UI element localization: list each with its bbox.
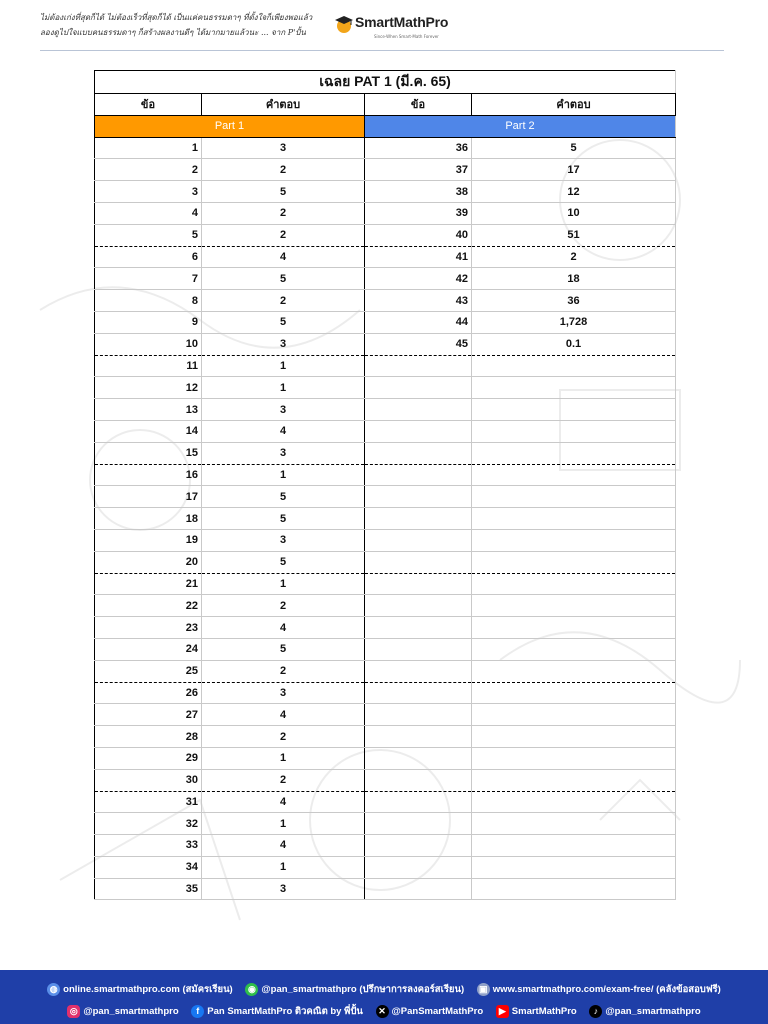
answer-part2: 2 bbox=[472, 246, 676, 268]
table-row bbox=[95, 137, 676, 159]
item-number-part2 bbox=[365, 726, 472, 748]
item-number-part1: 16 bbox=[95, 464, 202, 486]
answer-part1: 3 bbox=[202, 878, 365, 900]
answer-part2 bbox=[472, 420, 676, 442]
answer-part2 bbox=[472, 856, 676, 878]
item-number-part2 bbox=[365, 617, 472, 639]
footer-facebook-link[interactable]: f Pan SmartMathPro ติวคณิต by พี่ปั้น bbox=[191, 1004, 363, 1019]
item-number-part1: 18 bbox=[95, 508, 202, 530]
answer-part2 bbox=[472, 638, 676, 660]
answer-part1: 1 bbox=[202, 464, 365, 486]
item-number-part2 bbox=[365, 856, 472, 878]
answer-part2 bbox=[472, 573, 676, 595]
answer-part1: 4 bbox=[202, 246, 365, 268]
x-icon: ✕ bbox=[376, 1005, 389, 1018]
item-number-part1: 1 bbox=[95, 137, 202, 159]
answer-part2: 36 bbox=[472, 290, 676, 312]
item-number-part2 bbox=[365, 682, 472, 704]
table-row bbox=[95, 856, 676, 878]
table-title: เฉลย PAT 1 (มี.ค. 65) bbox=[95, 71, 676, 94]
item-number-part2 bbox=[365, 486, 472, 508]
item-number-part2: 36 bbox=[365, 137, 472, 159]
item-number-part1: 22 bbox=[95, 595, 202, 617]
item-number-part1: 24 bbox=[95, 638, 202, 660]
answer-part2 bbox=[472, 726, 676, 748]
answer-part2 bbox=[472, 747, 676, 769]
col-header-answer-part1: คำตอบ bbox=[202, 94, 365, 116]
answer-part1: 2 bbox=[202, 159, 365, 181]
answer-part2 bbox=[472, 551, 676, 573]
item-number-part1: 4 bbox=[95, 202, 202, 224]
item-number-part2: 42 bbox=[365, 268, 472, 290]
answer-part1: 4 bbox=[202, 704, 365, 726]
answer-part1: 2 bbox=[202, 769, 365, 791]
item-number-part2 bbox=[365, 355, 472, 377]
table-row bbox=[95, 878, 676, 900]
table-row bbox=[95, 202, 676, 224]
answer-part1: 5 bbox=[202, 486, 365, 508]
item-number-part2 bbox=[365, 399, 472, 421]
answer-part1: 3 bbox=[202, 529, 365, 551]
item-number-part1: 2 bbox=[95, 159, 202, 181]
item-number-part1: 26 bbox=[95, 682, 202, 704]
table-row bbox=[95, 508, 676, 530]
answer-part2 bbox=[472, 835, 676, 857]
item-number-part2: 38 bbox=[365, 181, 472, 203]
footer-exam-link[interactable]: ▣ www.smartmathpro.com/exam-free/ (คลังข้อสอบฟรี) bbox=[477, 982, 721, 997]
table-row bbox=[95, 704, 676, 726]
item-number-part2 bbox=[365, 595, 472, 617]
answer-part1: 5 bbox=[202, 268, 365, 290]
footer-web-link[interactable]: ◍ online.smartmathpro.com (สมัครเรียน) bbox=[47, 982, 233, 997]
answer-part1: 2 bbox=[202, 595, 365, 617]
footer-tiktok-link[interactable]: ♪ @pan_smartmathpro bbox=[589, 1005, 700, 1018]
item-number-part1: 30 bbox=[95, 769, 202, 791]
header-divider bbox=[40, 50, 724, 51]
table-row bbox=[95, 660, 676, 682]
answer-part1: 3 bbox=[202, 682, 365, 704]
answer-part1: 4 bbox=[202, 617, 365, 639]
table-row bbox=[95, 769, 676, 791]
item-number-part2 bbox=[365, 878, 472, 900]
footer-bar bbox=[0, 970, 768, 1024]
answer-part2 bbox=[472, 791, 676, 813]
table-row bbox=[95, 420, 676, 442]
table-row bbox=[95, 813, 676, 835]
youtube-icon: ▶ bbox=[496, 1005, 509, 1018]
table-row bbox=[95, 159, 676, 181]
answer-part1: 3 bbox=[202, 137, 365, 159]
table-row bbox=[95, 355, 676, 377]
answer-part2 bbox=[472, 595, 676, 617]
item-number-part2 bbox=[365, 551, 472, 573]
answer-part1: 1 bbox=[202, 813, 365, 835]
motto-line-2: ลองดูไปใจแบบคนธรรมดาๆ ก็สร้างผลงานดีๆ ได้มากมายแล้วนะ ... จาก P'ปั้น bbox=[40, 28, 306, 37]
logo-tagline: Since-When Smart-Math Forever bbox=[374, 34, 439, 39]
footer-row-1 bbox=[0, 982, 768, 997]
answer-part2 bbox=[472, 529, 676, 551]
table-row bbox=[95, 311, 676, 333]
answer-part2: 5 bbox=[472, 137, 676, 159]
footer-x-link[interactable]: ✕ @PanSmartMathPro bbox=[376, 1005, 484, 1018]
table-row bbox=[95, 529, 676, 551]
answer-part2 bbox=[472, 486, 676, 508]
item-number-part1: 9 bbox=[95, 311, 202, 333]
item-number-part1: 3 bbox=[95, 181, 202, 203]
table-row bbox=[95, 464, 676, 486]
answer-part1: 5 bbox=[202, 311, 365, 333]
answer-part2 bbox=[472, 704, 676, 726]
item-number-part2 bbox=[365, 442, 472, 464]
table-row bbox=[95, 377, 676, 399]
item-number-part1: 17 bbox=[95, 486, 202, 508]
item-number-part2: 39 bbox=[365, 202, 472, 224]
answer-part1: 2 bbox=[202, 224, 365, 246]
item-number-part1: 25 bbox=[95, 660, 202, 682]
table-row bbox=[95, 835, 676, 857]
item-number-part1: 29 bbox=[95, 747, 202, 769]
item-number-part2 bbox=[365, 769, 472, 791]
answer-part2: 10 bbox=[472, 202, 676, 224]
table-row bbox=[95, 224, 676, 246]
answer-part1: 4 bbox=[202, 791, 365, 813]
answer-part1: 4 bbox=[202, 835, 365, 857]
answer-part1: 5 bbox=[202, 638, 365, 660]
item-number-part1: 27 bbox=[95, 704, 202, 726]
table-row bbox=[95, 573, 676, 595]
item-number-part2 bbox=[365, 660, 472, 682]
item-number-part1: 21 bbox=[95, 573, 202, 595]
answer-part1: 2 bbox=[202, 726, 365, 748]
answer-part2: 0.1 bbox=[472, 333, 676, 355]
table-row bbox=[95, 747, 676, 769]
motto-line-1: ไม่ต้องเก่งที่สุดก็ได้ ไม่ต้องเร็วที่สุดก็ได้ เป็นแค่คนธรรมดาๆ ที่ตั้งใจก็เพียงพอแล้ว bbox=[40, 13, 313, 22]
item-number-part2 bbox=[365, 813, 472, 835]
footer-instagram-link[interactable]: ◎ @pan_smartmathpro bbox=[67, 1005, 178, 1018]
table-row bbox=[95, 399, 676, 421]
answer-part1: 4 bbox=[202, 420, 365, 442]
answer-part2 bbox=[472, 377, 676, 399]
answer-part2 bbox=[472, 660, 676, 682]
item-number-part2 bbox=[365, 747, 472, 769]
answer-part2 bbox=[472, 508, 676, 530]
answer-part1: 5 bbox=[202, 551, 365, 573]
item-number-part1: 28 bbox=[95, 726, 202, 748]
facebook-icon: f bbox=[191, 1005, 204, 1018]
item-number-part1: 7 bbox=[95, 268, 202, 290]
item-number-part1: 6 bbox=[95, 246, 202, 268]
item-number-part2: 43 bbox=[365, 290, 472, 312]
col-header-item-part2: ข้อ bbox=[365, 94, 472, 116]
item-number-part1: 15 bbox=[95, 442, 202, 464]
answer-part2 bbox=[472, 617, 676, 639]
item-number-part2: 41 bbox=[365, 246, 472, 268]
answer-table bbox=[94, 70, 676, 900]
answer-part2 bbox=[472, 769, 676, 791]
answer-part1: 1 bbox=[202, 355, 365, 377]
line-icon: ◉ bbox=[245, 983, 258, 996]
motto-text bbox=[40, 10, 340, 40]
item-number-part1: 5 bbox=[95, 224, 202, 246]
item-number-part1: 14 bbox=[95, 420, 202, 442]
footer-row-2 bbox=[0, 1004, 768, 1019]
item-number-part1: 12 bbox=[95, 377, 202, 399]
item-number-part2 bbox=[365, 791, 472, 813]
table-row bbox=[95, 290, 676, 312]
answer-part1: 3 bbox=[202, 333, 365, 355]
answer-part2 bbox=[472, 464, 676, 486]
item-number-part2 bbox=[365, 464, 472, 486]
answer-part1: 2 bbox=[202, 202, 365, 224]
item-number-part2: 45 bbox=[365, 333, 472, 355]
item-number-part2 bbox=[365, 835, 472, 857]
item-number-part1: 13 bbox=[95, 399, 202, 421]
answer-part1: 3 bbox=[202, 442, 365, 464]
item-number-part1: 33 bbox=[95, 835, 202, 857]
table-row bbox=[95, 442, 676, 464]
item-number-part1: 10 bbox=[95, 333, 202, 355]
answer-part2: 12 bbox=[472, 181, 676, 203]
table-row bbox=[95, 551, 676, 573]
item-number-part2 bbox=[365, 704, 472, 726]
table-row bbox=[95, 486, 676, 508]
answer-part2: 1,728 bbox=[472, 311, 676, 333]
answer-part2: 18 bbox=[472, 268, 676, 290]
item-number-part1: 32 bbox=[95, 813, 202, 835]
item-number-part2 bbox=[365, 377, 472, 399]
item-number-part1: 23 bbox=[95, 617, 202, 639]
answer-part1: 1 bbox=[202, 856, 365, 878]
item-number-part1: 19 bbox=[95, 529, 202, 551]
answer-part1: 5 bbox=[202, 181, 365, 203]
smartmathpro-logo bbox=[334, 12, 474, 42]
table-row bbox=[95, 268, 676, 290]
item-number-part2: 44 bbox=[365, 311, 472, 333]
item-number-part1: 20 bbox=[95, 551, 202, 573]
item-number-part2 bbox=[365, 529, 472, 551]
item-number-part2 bbox=[365, 573, 472, 595]
book-icon: ▣ bbox=[477, 983, 490, 996]
answer-part2: 17 bbox=[472, 159, 676, 181]
item-number-part1: 35 bbox=[95, 878, 202, 900]
answer-rows bbox=[95, 137, 676, 900]
item-number-part1: 34 bbox=[95, 856, 202, 878]
item-number-part2 bbox=[365, 420, 472, 442]
tiktok-icon: ♪ bbox=[589, 1005, 602, 1018]
item-number-part2: 40 bbox=[365, 224, 472, 246]
answer-part2 bbox=[472, 878, 676, 900]
answer-part2 bbox=[472, 442, 676, 464]
part1-header: Part 1 bbox=[95, 115, 365, 137]
answer-part2 bbox=[472, 399, 676, 421]
table-row bbox=[95, 617, 676, 639]
answer-part1: 2 bbox=[202, 290, 365, 312]
item-number-part1: 8 bbox=[95, 290, 202, 312]
answer-part1: 2 bbox=[202, 660, 365, 682]
table-row bbox=[95, 595, 676, 617]
table-row bbox=[95, 791, 676, 813]
table-row bbox=[95, 638, 676, 660]
answer-part1: 5 bbox=[202, 508, 365, 530]
item-number-part1: 31 bbox=[95, 791, 202, 813]
table-row bbox=[95, 726, 676, 748]
answer-part2: 51 bbox=[472, 224, 676, 246]
answer-part2 bbox=[472, 682, 676, 704]
graduation-cap-icon bbox=[334, 14, 354, 34]
answer-part1: 1 bbox=[202, 573, 365, 595]
col-header-item-part1: ข้อ bbox=[95, 94, 202, 116]
footer-line-link[interactable]: ◉ @pan_smartmathpro (ปรึกษาการลงคอร์สเรียน) bbox=[245, 982, 464, 997]
part2-header: Part 2 bbox=[365, 115, 676, 137]
table-row bbox=[95, 333, 676, 355]
item-number-part2: 37 bbox=[365, 159, 472, 181]
table-row bbox=[95, 682, 676, 704]
logo-text: SmartMathPro bbox=[355, 14, 449, 30]
item-number-part1: 11 bbox=[95, 355, 202, 377]
answer-part2 bbox=[472, 355, 676, 377]
table-row bbox=[95, 246, 676, 268]
page-header bbox=[0, 0, 768, 52]
footer-youtube-link[interactable]: ▶ SmartMathPro bbox=[496, 1005, 577, 1018]
table-row bbox=[95, 181, 676, 203]
item-number-part2 bbox=[365, 638, 472, 660]
globe-icon: ◍ bbox=[47, 983, 60, 996]
answer-part1: 1 bbox=[202, 377, 365, 399]
col-header-answer-part2: คำตอบ bbox=[472, 94, 676, 116]
item-number-part2 bbox=[365, 508, 472, 530]
answer-part1: 1 bbox=[202, 747, 365, 769]
answer-part1: 3 bbox=[202, 399, 365, 421]
answer-part2 bbox=[472, 813, 676, 835]
instagram-icon: ◎ bbox=[67, 1005, 80, 1018]
